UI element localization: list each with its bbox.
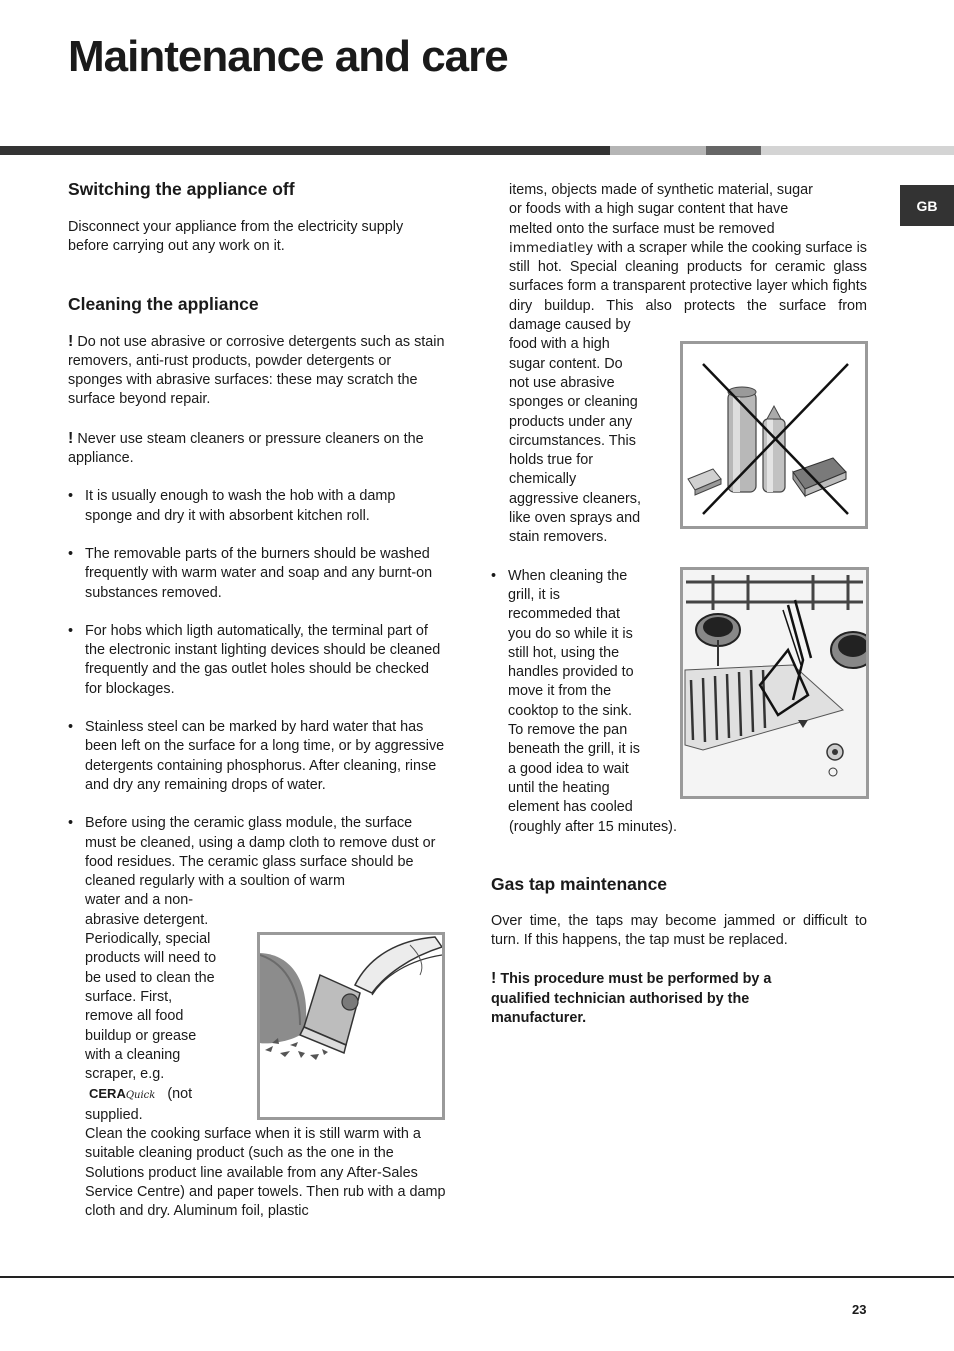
- narrow-line: aggressive cleaners,: [509, 490, 641, 507]
- list-item: [68, 718, 446, 795]
- warning-abrasive-text: Do not use abrasive or corrosive detergents such as stain removers, anti-rust products, powder detergents or sponges with abrasive surfaces: these may scratch the surface beyond repair.: [68, 333, 445, 408]
- grill-line: element has cooled: [508, 799, 633, 816]
- grill-removal-drawing: [683, 570, 866, 796]
- page-number: 23: [852, 1302, 867, 1317]
- ceramic-line: with a cleaning: [85, 1046, 181, 1063]
- gas-warning-text: This procedure must be performed by a qualified technician authorised by the manufacturer.: [491, 971, 772, 1026]
- list-item: [68, 622, 446, 699]
- forbidden-cleaners-drawing: [683, 344, 865, 526]
- grill-line: cooktop to the sink.: [508, 702, 632, 719]
- continued-text: with a scraper while the cooking surface is still hot. Special cleaning products for ceramic glass surfaces form a transparent protective layer which fights diry buildup. This also protects the surface from damage caused by: [509, 239, 868, 334]
- ceramic-line: remove all food: [85, 1008, 184, 1025]
- continued-line: or foods with a high sugar content that have: [509, 201, 789, 218]
- warning-mark: !: [491, 970, 497, 988]
- warning-abrasive: [68, 332, 446, 410]
- narrow-line: holds true for: [509, 452, 593, 469]
- header-rule-mid: [706, 146, 761, 155]
- bullet-dot: •: [491, 567, 497, 584]
- cera-logo-text: CERA: [89, 1086, 126, 1102]
- list-item-text: It is usually enough to wash the hob with a damp sponge and dry it with absorbent kitchen roll.: [85, 488, 396, 524]
- forbidden-cleaners-illustration: [680, 341, 868, 529]
- list-item: [68, 487, 446, 526]
- narrow-line: not use abrasive: [509, 374, 615, 391]
- grill-removal-illustration: [680, 567, 869, 799]
- grill-line: still hot, using the: [508, 644, 620, 661]
- narrow-line: products under any: [509, 413, 633, 430]
- bullet-dot: •: [68, 622, 74, 639]
- list-item-text: Stainless steel can be marked by hard water that has been left on the surface for a long time, or by aggressive detergents containing phosphorus. After cleaning, rinse and dry any remaining drops of water.: [85, 719, 445, 793]
- list-item-text: The removable parts of the burners should be washed frequently with warm water and soap and any burnt-on substances removed.: [85, 545, 433, 601]
- header-rule-light: [610, 146, 706, 155]
- switching-heading: Switching the appliance off: [68, 179, 295, 199]
- ceramic-line: scraper, e.g.: [85, 1066, 165, 1083]
- ceramic-line: surface. First,: [85, 988, 173, 1005]
- warning-mark: !: [68, 429, 74, 447]
- grill-line: a good idea to wait: [508, 760, 629, 777]
- narrow-line: sponges or cleaning: [509, 394, 638, 411]
- gas-text: Over time, the taps may become jammed or difficult to turn. If this happens, the tap must be replaced.: [491, 912, 867, 949]
- warning-mark: !: [68, 332, 74, 350]
- ceramic-line: be used to clean the: [85, 969, 215, 986]
- grill-line: you do so while it is: [508, 625, 633, 642]
- bullet-dot: •: [68, 815, 74, 832]
- list-item: [68, 545, 446, 603]
- page-title: Maintenance and care: [68, 32, 508, 81]
- header-rule-dark: [0, 146, 610, 155]
- gas-warning: [491, 969, 803, 1028]
- cera-logo-script: Quick: [125, 1090, 156, 1102]
- ceramic-line: abrasive detergent.: [85, 911, 209, 928]
- ceramic-intro: Before using the ceramic glass module, the surface must be cleaned, using a damp cloth to remove dust or food residues. The ceramic glass surface should be cleaned regularly with a soultion of warm: [85, 815, 436, 890]
- immediatley-word: immediatley: [509, 239, 594, 256]
- ceramic-line: Periodically, special: [85, 931, 211, 948]
- ceramic-line: buildup or grease: [85, 1027, 197, 1044]
- header-rule-pale: [761, 146, 954, 155]
- language-badge: GB: [900, 185, 954, 226]
- scraper-illustration: [257, 932, 445, 1120]
- cera-logo: [89, 1086, 155, 1101]
- bullet-dot: •: [68, 488, 74, 505]
- continued-line: melted onto the surface must be removed: [509, 220, 775, 237]
- warning-steam: [68, 429, 446, 469]
- grill-line: handles provided to: [508, 664, 634, 681]
- list-item-text: For hobs which ligth automatically, the terminal part of the electronic instant lighting devices should be cleaned frequently and the gas outlet holes should be checked for blockages.: [85, 622, 441, 697]
- supplied-label: supplied.: [85, 1106, 143, 1123]
- grill-line: beneath the grill, it is: [508, 741, 640, 758]
- narrow-line: chemically: [509, 471, 577, 488]
- narrow-line: circumstances. This: [509, 432, 636, 449]
- grill-line: move it from the: [508, 683, 612, 700]
- ceramic-line: products will need to: [85, 950, 217, 967]
- grill-line: To remove the pan: [508, 722, 628, 739]
- narrow-line: stain removers.: [509, 529, 608, 546]
- narrow-line: like oven sprays and: [509, 510, 641, 527]
- gas-heading: Gas tap maintenance: [491, 873, 668, 894]
- warning-steam-text: Never use steam cleaners or pressure cleaners on the appliance.: [68, 430, 424, 467]
- bullet-dot: •: [68, 545, 74, 562]
- footer-rule: [0, 1276, 954, 1278]
- scraper-drawing: [260, 935, 442, 1117]
- cleaning-heading: Cleaning the appliance: [68, 293, 259, 314]
- narrow-line: food with a high: [509, 336, 610, 353]
- grill-line: When cleaning the: [508, 567, 628, 584]
- switching-text: Disconnect your appliance from the electricity supply before carrying out any work on it.: [68, 219, 404, 255]
- ceramic-line: water and a non-: [85, 892, 194, 909]
- grill-line: until the heating: [508, 779, 610, 796]
- grill-line: grill, it is: [508, 586, 560, 603]
- bullet-dot: •: [68, 719, 74, 736]
- ceramic-end: Clean the cooking surface when it is still warm with a suitable cleaning product (such as the one in the Solutions product line available from any After-Sales Service Centre) and paper towels. Then rub with a damp cloth and dry. Aluminum foil, plastic: [85, 1125, 446, 1220]
- grill-line: recommeded that: [508, 606, 620, 623]
- not-supplied-label: (not: [167, 1086, 193, 1103]
- grill-end: (roughly after 15 minutes).: [509, 818, 677, 835]
- narrow-line: sugar content. Do: [509, 355, 623, 372]
- continued-paragraph: [491, 239, 867, 335]
- continued-line: items, objects made of synthetic material, sugar: [509, 182, 813, 198]
